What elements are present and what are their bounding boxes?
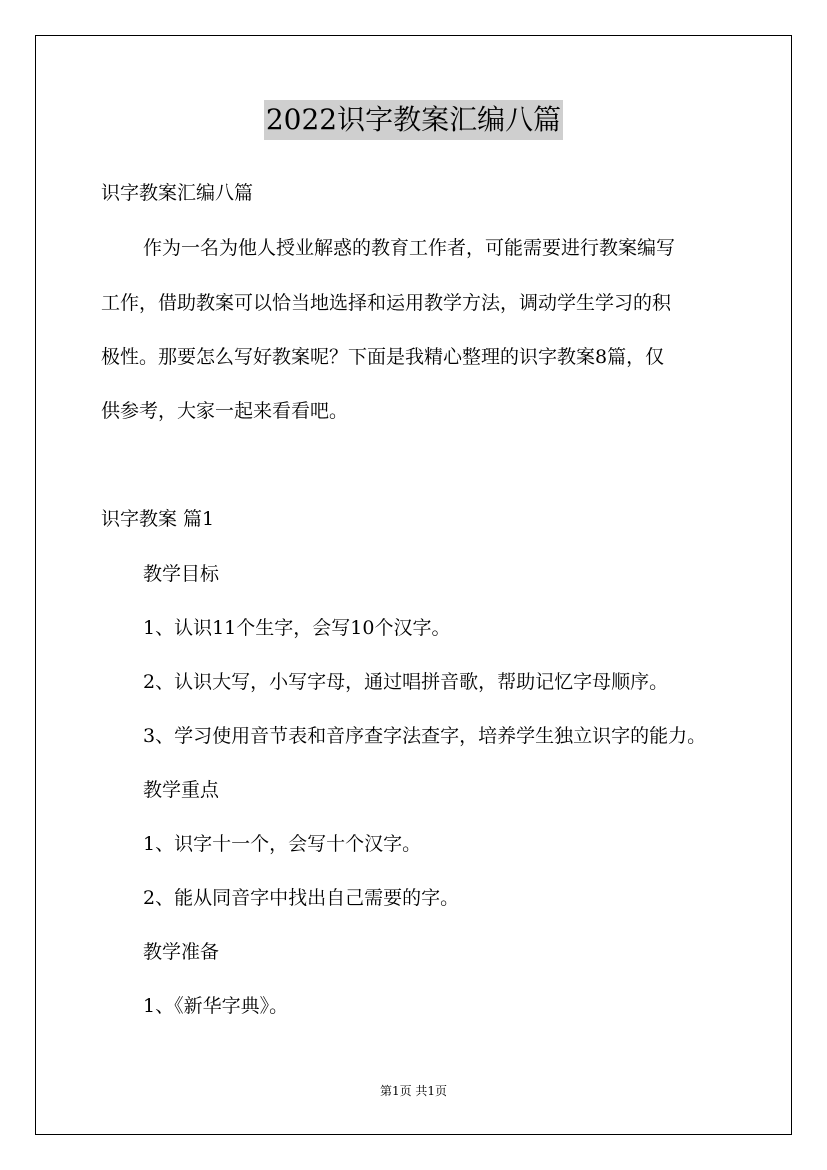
document-subtitle: 识字教案汇编八篇 [101, 182, 254, 204]
section-line: 教学目标 [143, 563, 220, 585]
intro-line: 作为一名为他人授业解惑的教育工作者，可能需要进行教案编写 [143, 237, 676, 259]
section-line: 3、学习使用音节表和音序查字法查字，培养学生独立识字的能力。 [143, 725, 707, 747]
document-title: 2022识字教案汇编八篇 [264, 100, 563, 140]
section-heading: 识字教案 篇1 [101, 508, 215, 530]
title-container [0, 100, 827, 140]
intro-line: 供参考，大家一起来看看吧。 [101, 400, 349, 422]
section-line: 教学重点 [143, 779, 220, 801]
intro-line: 极性。那要怎么写好教案呢？下面是我精心整理的识字教案8篇，仅 [101, 346, 665, 368]
section-line: 2、能从同音字中找出自己需要的字。 [143, 887, 460, 909]
intro-line: 工作，借助教案可以恰当地选择和运用教学方法，调动学生学习的积 [101, 292, 672, 314]
section-line: 1、《新华字典》。 [143, 995, 289, 1017]
section-line: 教学准备 [143, 941, 220, 963]
page-footer: 第1页 共1页 [379, 1084, 448, 1098]
section-line: 2、认识大写，小写字母，通过唱拼音歌，帮助记忆字母顺序。 [143, 671, 669, 693]
section-line: 1、认识11个生字，会写10个汉字。 [143, 617, 451, 639]
section-line: 1、识字十一个，会写十个汉字。 [143, 833, 422, 855]
